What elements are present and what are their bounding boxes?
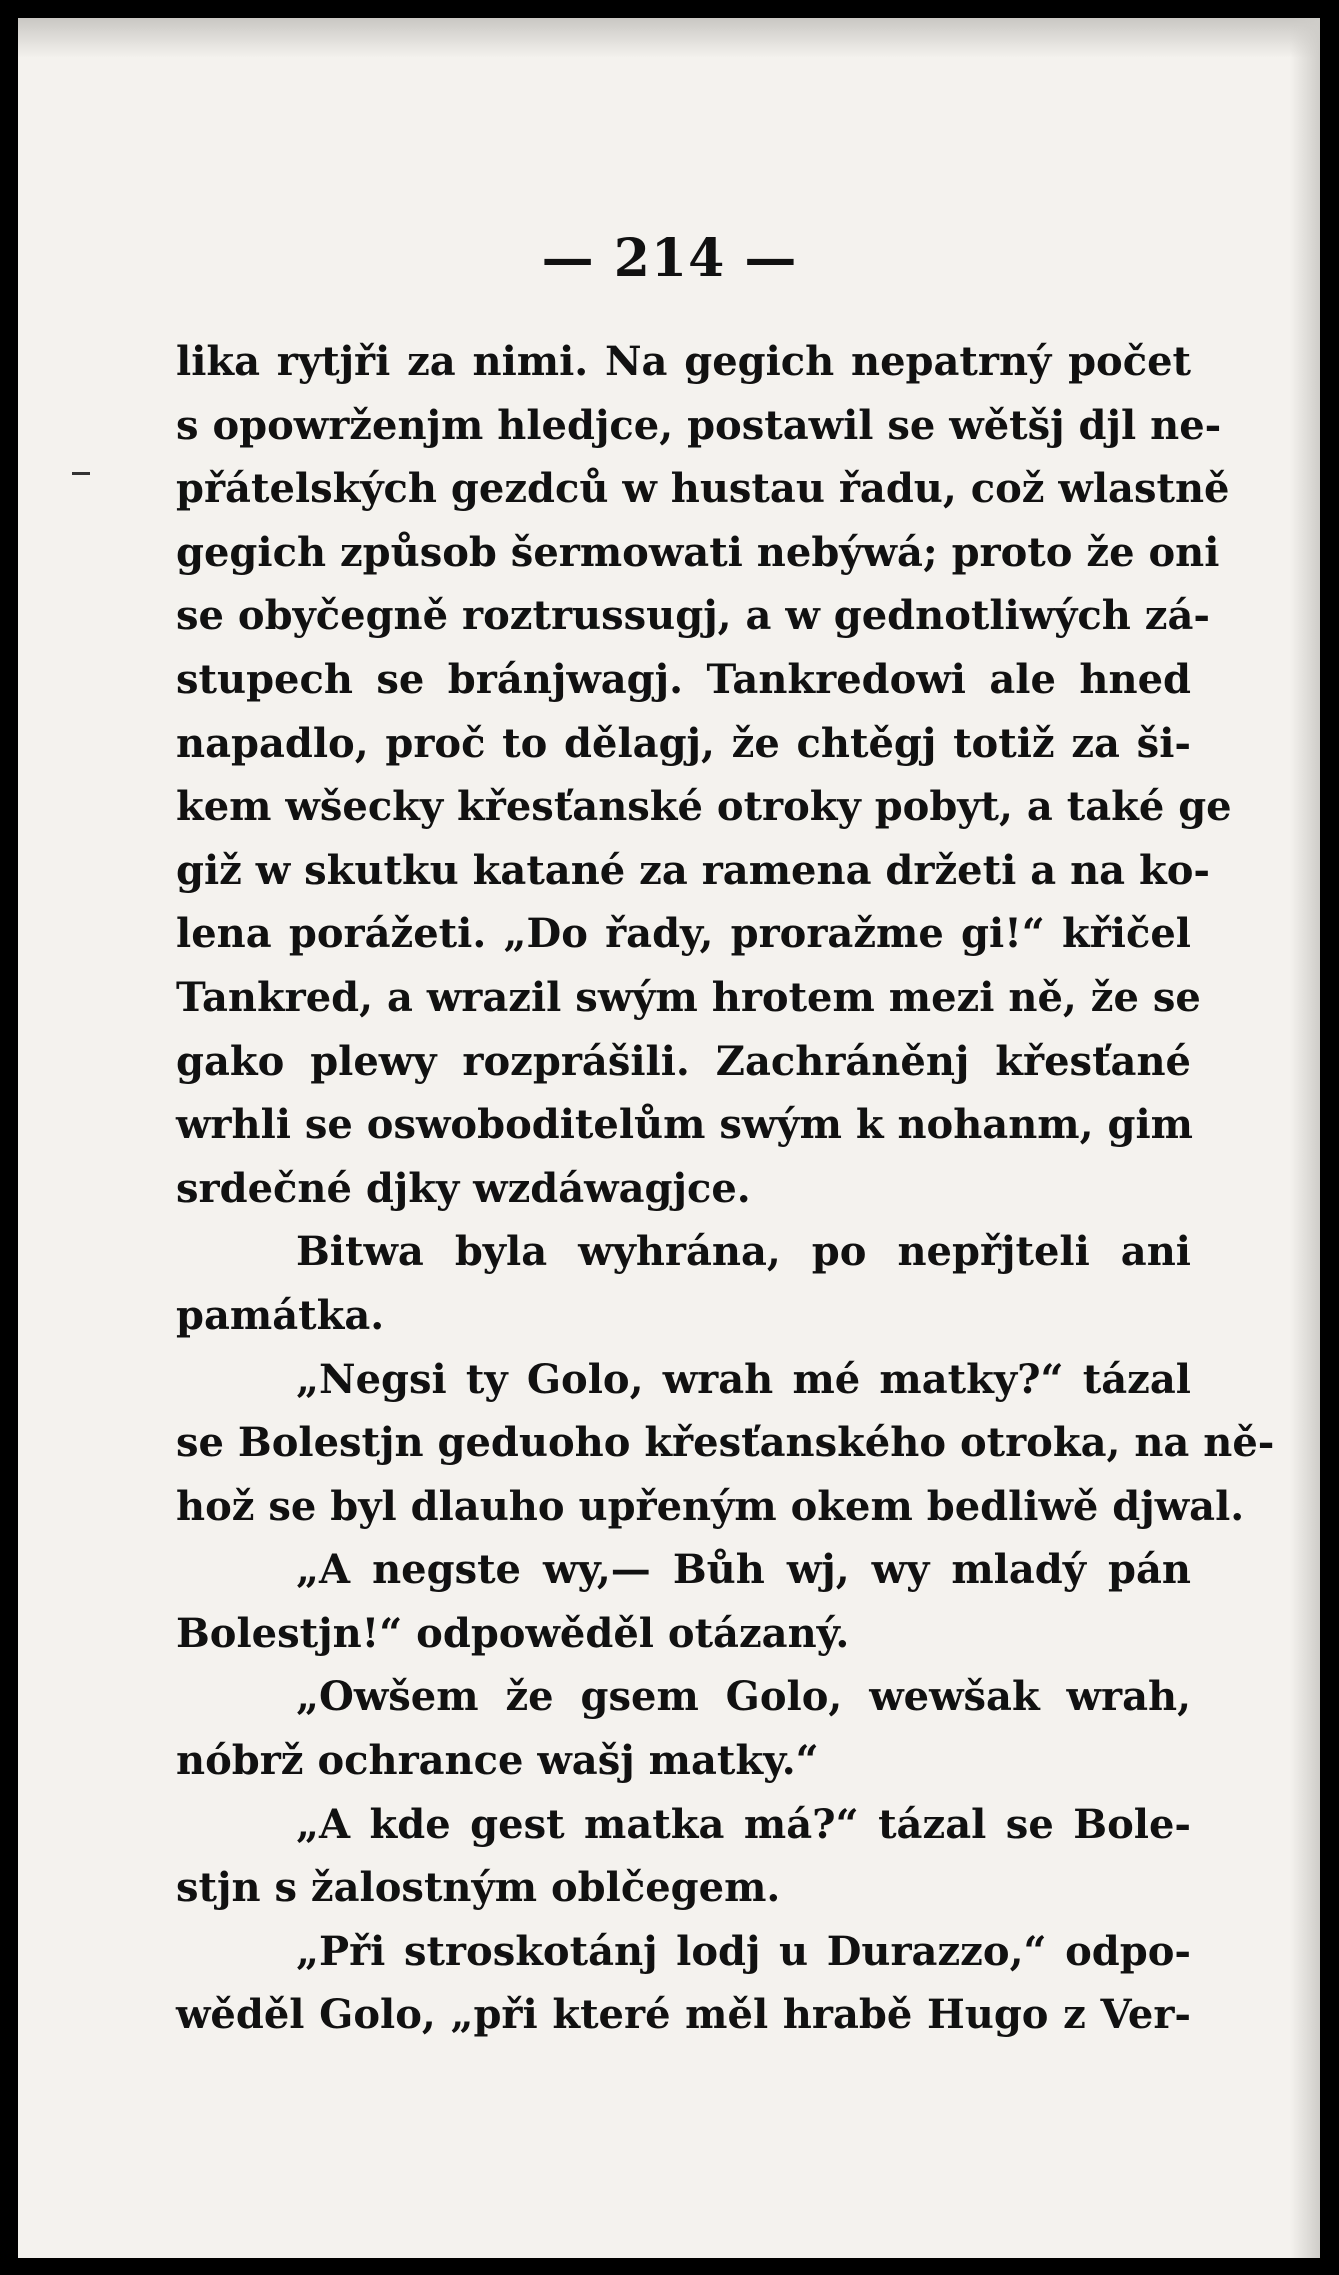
text-line: „A negste wy,— Bůh wj, wy mladý pán <box>296 1546 1191 1594</box>
text-line: gako plewy rozprášili. Zachráněnj křesťané <box>176 1037 1191 1085</box>
text-line: se obyčegně roztrussugj, a w gednotliwých zá- <box>176 592 1211 640</box>
text-line: lena porážeti. „Do řady, proražme gi!“ křičel <box>176 910 1191 958</box>
text-line: „Owšem že gsem Golo, wewšak wrah, <box>296 1673 1191 1721</box>
text-line: Bitwa byla wyhrána, po nepřjteli ani <box>296 1228 1191 1276</box>
text-line: Bolestjn!“ odpowěděl otázaný. <box>176 1609 850 1657</box>
text-line: „Negsi ty Golo, wrah mé matky?“ tázal <box>296 1355 1191 1403</box>
text-line: hož se byl dlauho upřeným okem bedliwě djwal. <box>176 1482 1245 1530</box>
text-line: stjn s žalostným oblčegem. <box>176 1864 781 1912</box>
margin-dash-mark <box>72 472 90 475</box>
text-line: „A kde gest matka má?“ tázal se Bole- <box>296 1800 1191 1848</box>
text-line: s opowrženjm hledjce, postawil se wětšj djl ne- <box>176 401 1222 449</box>
text-line: památka. <box>176 1291 385 1339</box>
text-line: přátelských gezdců w hustau řadu, což wlastně <box>176 465 1230 513</box>
page-body-text <box>176 330 1275 2047</box>
text-line: wrhli se oswoboditelům swým k nohanm, gim <box>176 1101 1193 1149</box>
scan-shadow-top <box>18 18 1320 58</box>
text-line: Tankred, a wrazil swým hrotem mezi ně, že se <box>176 973 1201 1021</box>
text-line: nóbrž ochrance wašj matky.“ <box>176 1737 819 1785</box>
text-line: se Bolestjn geduoho křesťanského otroka, na ně- <box>176 1419 1275 1467</box>
text-line: „Při stroskotánj lodj u Durazzo,“ odpo- <box>296 1927 1191 1975</box>
text-line: stupech se bránjwagj. Tankredowi ale hned <box>176 655 1191 703</box>
text-line: wěděl Golo, „při které měl hrabě Hugo z Ver- <box>176 1991 1191 2039</box>
page-number: — 214 — <box>541 228 798 289</box>
text-line: napadlo, proč to dělagj, že chtěgj totiž za ši- <box>176 719 1191 767</box>
text-line: lika rytjři za nimi. Na gegich nepatrný počet <box>176 338 1191 385</box>
text-line: kem wšecky křesťanské otroky pobyt, a také ge <box>176 783 1232 831</box>
text-line: gegich způsob šermowati nebýwá; proto že oni <box>176 528 1220 576</box>
text-line: giž w skutku katané za ramena držeti a na ko- <box>176 846 1210 894</box>
text-line: srdečné djky wzdáwagjce. <box>176 1164 751 1212</box>
scan-shadow-right <box>1290 18 1320 2258</box>
